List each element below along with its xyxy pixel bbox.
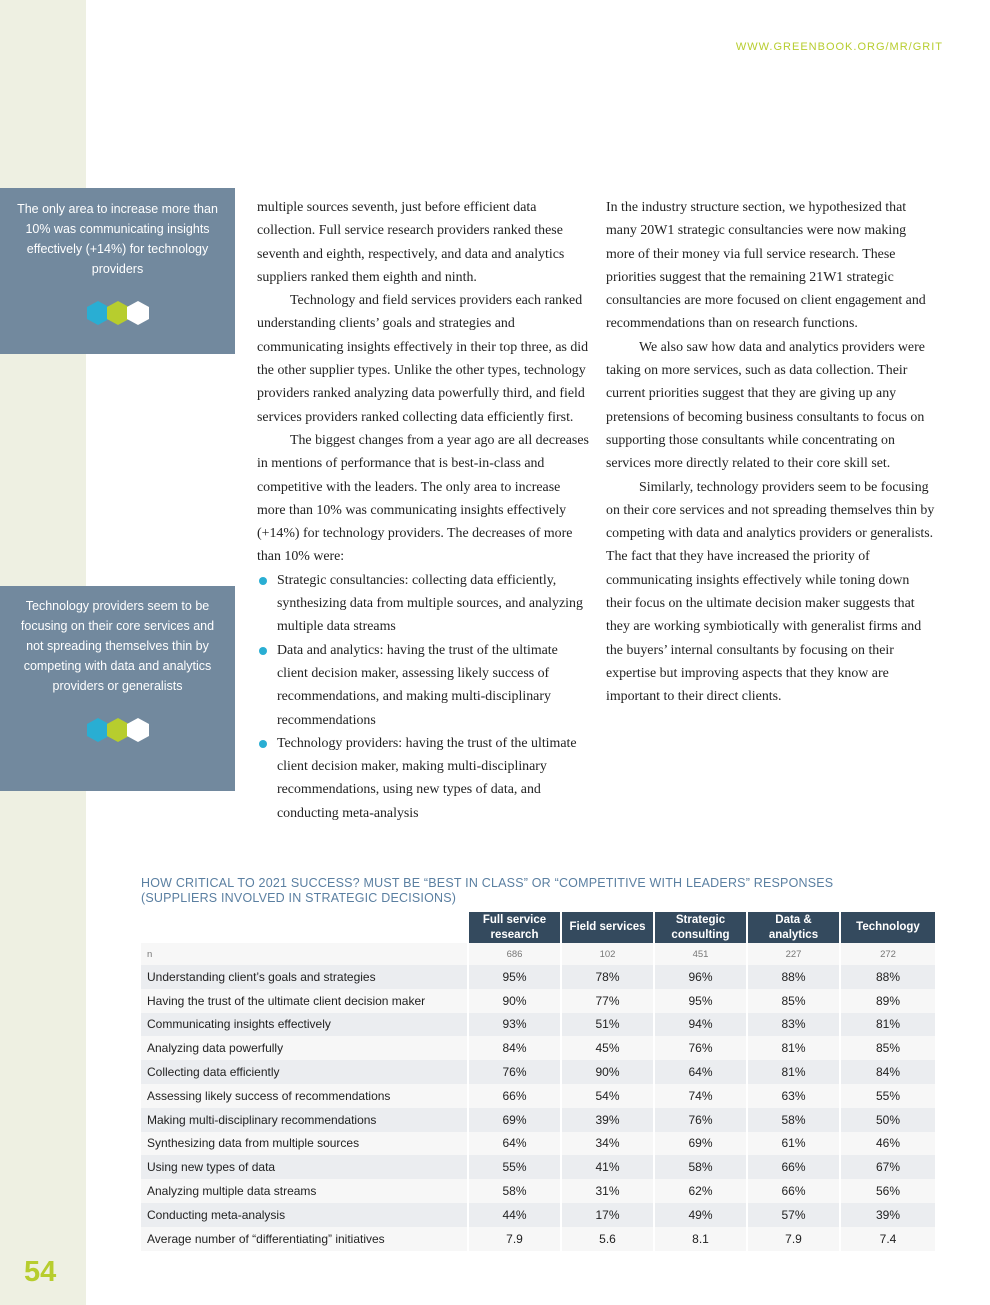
table-cell: 66% bbox=[747, 1179, 840, 1203]
table-cell: 64% bbox=[654, 1060, 747, 1084]
table-cell: 76% bbox=[654, 1108, 747, 1132]
table-cell: 45% bbox=[561, 1036, 654, 1060]
table-cell: 76% bbox=[468, 1060, 561, 1084]
col1-paragraph-3: The biggest changes from a year ago are all decreases in mentions of performance that is best-in-class and competitive with the leaders. The only area to increase more than 10% was communicating insights effectively (+14%) for technology providers. The decreases of more than 10% were: bbox=[257, 432, 589, 565]
table-cell: 64% bbox=[468, 1132, 561, 1156]
table-row bbox=[141, 1227, 935, 1251]
table-cell: 81% bbox=[840, 1013, 935, 1037]
table-cell: 63% bbox=[747, 1084, 840, 1108]
row-label: Analyzing multiple data streams bbox=[141, 1179, 468, 1203]
bullet-text: Data and analytics: having the trust of the ultimate client decision maker, assessing likely success of recommendations, and making multi-disciplinary recommendations bbox=[277, 642, 558, 728]
table-cell: 57% bbox=[747, 1203, 840, 1227]
hexagon-group-icon bbox=[14, 718, 221, 742]
table-cell: 88% bbox=[747, 965, 840, 989]
row-label: n bbox=[141, 943, 468, 965]
table-cell: 83% bbox=[747, 1013, 840, 1037]
table-cell: 61% bbox=[747, 1132, 840, 1156]
bullet-dot-icon bbox=[259, 740, 267, 748]
bullet-text: Strategic consultancies: collecting data efficiently, synthesizing data from multiple sources, and analyzing multiple data streams bbox=[277, 572, 583, 635]
row-label: Collecting data efficiently bbox=[141, 1060, 468, 1084]
bullet-item bbox=[257, 732, 589, 825]
table-cell: 55% bbox=[840, 1084, 935, 1108]
header-url: WWW.GREENBOOK.ORG/MR/GRIT bbox=[735, 41, 943, 53]
table-cell: 51% bbox=[561, 1013, 654, 1037]
hexagon-group-icon bbox=[14, 301, 221, 325]
table-cell: 66% bbox=[747, 1155, 840, 1179]
callout-box-1 bbox=[0, 188, 235, 354]
table-row bbox=[141, 1036, 935, 1060]
table-cell: 90% bbox=[468, 989, 561, 1013]
table-cell: 55% bbox=[468, 1155, 561, 1179]
table-row bbox=[141, 989, 935, 1013]
table-cell: 77% bbox=[561, 989, 654, 1013]
column-header: Full service research bbox=[468, 912, 561, 943]
table-cell: 94% bbox=[654, 1013, 747, 1037]
column-header: Technology bbox=[840, 912, 935, 943]
table-cell: 272 bbox=[840, 943, 935, 965]
sample-size-row bbox=[141, 943, 935, 965]
table-cell: 69% bbox=[468, 1108, 561, 1132]
table-cell: 84% bbox=[468, 1036, 561, 1060]
col2-paragraph-1: In the industry structure section, we hypothesized that many 20W1 strategic consultancies were now making more of their money via full service research. These priorities suggest that the remaining 21W1 strategic consultancies are more focused on client engagement and recommendations than on research functions. bbox=[606, 200, 926, 332]
bullet-item bbox=[257, 639, 589, 732]
table-cell: 67% bbox=[840, 1155, 935, 1179]
col2-paragraph-3: Similarly, technology providers seem to be focusing on their core services and not spreading themselves thin by competing with data and analytics providers or generalists. The fact that they have increased the priority of communicating insights effectively while toning down their focus on the ultimate decision maker suggests that they are working symbiotically with generalist firms and the buyers’ internal consultants by focusing on their expertise but improving aspects that they know are important to their direct clients. bbox=[606, 479, 935, 705]
table-cell: 46% bbox=[840, 1132, 935, 1156]
table-cell: 81% bbox=[747, 1060, 840, 1084]
table-row bbox=[141, 1155, 935, 1179]
table-row bbox=[141, 1179, 935, 1203]
bullet-dot-icon bbox=[259, 577, 267, 585]
table-cell: 58% bbox=[654, 1155, 747, 1179]
body-column-1 bbox=[257, 196, 589, 825]
table-cell: 54% bbox=[561, 1084, 654, 1108]
table-cell: 76% bbox=[654, 1036, 747, 1060]
table-cell: 56% bbox=[840, 1179, 935, 1203]
row-label: Using new types of data bbox=[141, 1155, 468, 1179]
hexagon-white-icon bbox=[127, 718, 149, 742]
table-cell: 84% bbox=[840, 1060, 935, 1084]
hexagon-blue-icon bbox=[87, 301, 109, 325]
hexagon-green-icon bbox=[107, 718, 129, 742]
table-cell: 8.1 bbox=[654, 1227, 747, 1251]
callout-text-2: Technology providers seem to be focusing on their core services and not spreading themselves thin by competing with data and analytics providers or generalists bbox=[20, 599, 215, 693]
hexagon-white-icon bbox=[127, 301, 149, 325]
page-number: 54 bbox=[24, 1256, 57, 1288]
body-column-2 bbox=[606, 196, 938, 709]
bullet-item bbox=[257, 569, 589, 639]
table-cell: 50% bbox=[840, 1108, 935, 1132]
table-row bbox=[141, 1132, 935, 1156]
column-header: Strategic consulting bbox=[654, 912, 747, 943]
table-cell: 93% bbox=[468, 1013, 561, 1037]
table-row bbox=[141, 1108, 935, 1132]
table-cell: 7.9 bbox=[747, 1227, 840, 1251]
table-cell: 58% bbox=[468, 1179, 561, 1203]
row-label: Communicating insights effectively bbox=[141, 1013, 468, 1037]
table-title-line-2: (SUPPLIERS INVOLVED IN STRATEGIC DECISIONS) bbox=[141, 891, 457, 905]
table-cell: 686 bbox=[468, 943, 561, 965]
decreases-bullet-list bbox=[257, 569, 589, 825]
table-cell: 85% bbox=[747, 989, 840, 1013]
table-cell: 31% bbox=[561, 1179, 654, 1203]
header-blank-cell bbox=[141, 912, 468, 943]
col1-paragraph-2: Technology and field services providers each ranked understanding clients’ goals and strategies and communicating insights effectively in their top three, as did the other supplier types. Unlike the other types, technology providers ranked analyzing data powerfully third, and field services providers ranked collecting data efficiently first. bbox=[257, 293, 589, 425]
table-header-row bbox=[141, 912, 935, 943]
row-label: Synthesizing data from multiple sources bbox=[141, 1132, 468, 1156]
table-cell: 17% bbox=[561, 1203, 654, 1227]
row-label: Conducting meta-analysis bbox=[141, 1203, 468, 1227]
table-cell: 5.6 bbox=[561, 1227, 654, 1251]
col2-paragraph-2: We also saw how data and analytics providers were taking on more services, such as data collection. Their current priorities suggest that they are giving up any pretensions of becoming business consultants to focus on supporting those consultants while concentrating on services more directly related to their core skill set. bbox=[606, 339, 925, 472]
table-cell: 95% bbox=[468, 965, 561, 989]
hexagon-green-icon bbox=[107, 301, 129, 325]
table-cell: 89% bbox=[840, 989, 935, 1013]
table-cell: 41% bbox=[561, 1155, 654, 1179]
table-cell: 44% bbox=[468, 1203, 561, 1227]
table-row bbox=[141, 1060, 935, 1084]
row-label: Having the trust of the ultimate client decision maker bbox=[141, 989, 468, 1013]
row-label: Understanding client’s goals and strategies bbox=[141, 965, 468, 989]
column-header: Field services bbox=[561, 912, 654, 943]
table-cell: 7.4 bbox=[840, 1227, 935, 1251]
table-cell: 90% bbox=[561, 1060, 654, 1084]
table-cell: 88% bbox=[840, 965, 935, 989]
table-title bbox=[141, 876, 941, 906]
bullet-text: Technology providers: having the trust of the ultimate client decision maker, making multi-disciplinary recommendations, using new types of data, and conducting meta-analysis bbox=[277, 735, 577, 821]
table-cell: 49% bbox=[654, 1203, 747, 1227]
table-title-line-1: HOW CRITICAL TO 2021 SUCCESS? MUST BE “BEST IN CLASS” OR “COMPETITIVE WITH LEADERS” RESPONSES bbox=[141, 876, 834, 890]
table-cell: 66% bbox=[468, 1084, 561, 1108]
table-cell: 7.9 bbox=[468, 1227, 561, 1251]
table-row bbox=[141, 1013, 935, 1037]
table-cell: 451 bbox=[654, 943, 747, 965]
row-label: Making multi-disciplinary recommendations bbox=[141, 1108, 468, 1132]
column-header: Data & analytics bbox=[747, 912, 840, 943]
row-label: Assessing likely success of recommendations bbox=[141, 1084, 468, 1108]
hexagon-blue-icon bbox=[87, 718, 109, 742]
callout-box-2 bbox=[0, 586, 235, 791]
table-cell: 69% bbox=[654, 1132, 747, 1156]
table-cell: 34% bbox=[561, 1132, 654, 1156]
table-cell: 78% bbox=[561, 965, 654, 989]
row-label: Average number of “differentiating” initiatives bbox=[141, 1227, 468, 1251]
table-cell: 85% bbox=[840, 1036, 935, 1060]
table-cell: 227 bbox=[747, 943, 840, 965]
table-row bbox=[141, 1084, 935, 1108]
table-cell: 102 bbox=[561, 943, 654, 965]
col1-paragraph-1: multiple sources seventh, just before efficient data collection. Full service research providers ranked these seventh and eighth, respectively, and data and analytics suppliers ranked them eighth and ninth. bbox=[257, 200, 565, 285]
table-cell: 58% bbox=[747, 1108, 840, 1132]
table-cell: 39% bbox=[561, 1108, 654, 1132]
table-row bbox=[141, 1203, 935, 1227]
table-cell: 62% bbox=[654, 1179, 747, 1203]
row-label: Analyzing data powerfully bbox=[141, 1036, 468, 1060]
success-criteria-table bbox=[141, 912, 935, 1251]
table-row bbox=[141, 965, 935, 989]
table-cell: 96% bbox=[654, 965, 747, 989]
table-cell: 81% bbox=[747, 1036, 840, 1060]
table-cell: 74% bbox=[654, 1084, 747, 1108]
callout-text-1: The only area to increase more than 10% was communicating insights effectively (+14%) for technology providers bbox=[17, 202, 218, 276]
bullet-dot-icon bbox=[259, 647, 267, 655]
table-cell: 95% bbox=[654, 989, 747, 1013]
table-cell: 39% bbox=[840, 1203, 935, 1227]
